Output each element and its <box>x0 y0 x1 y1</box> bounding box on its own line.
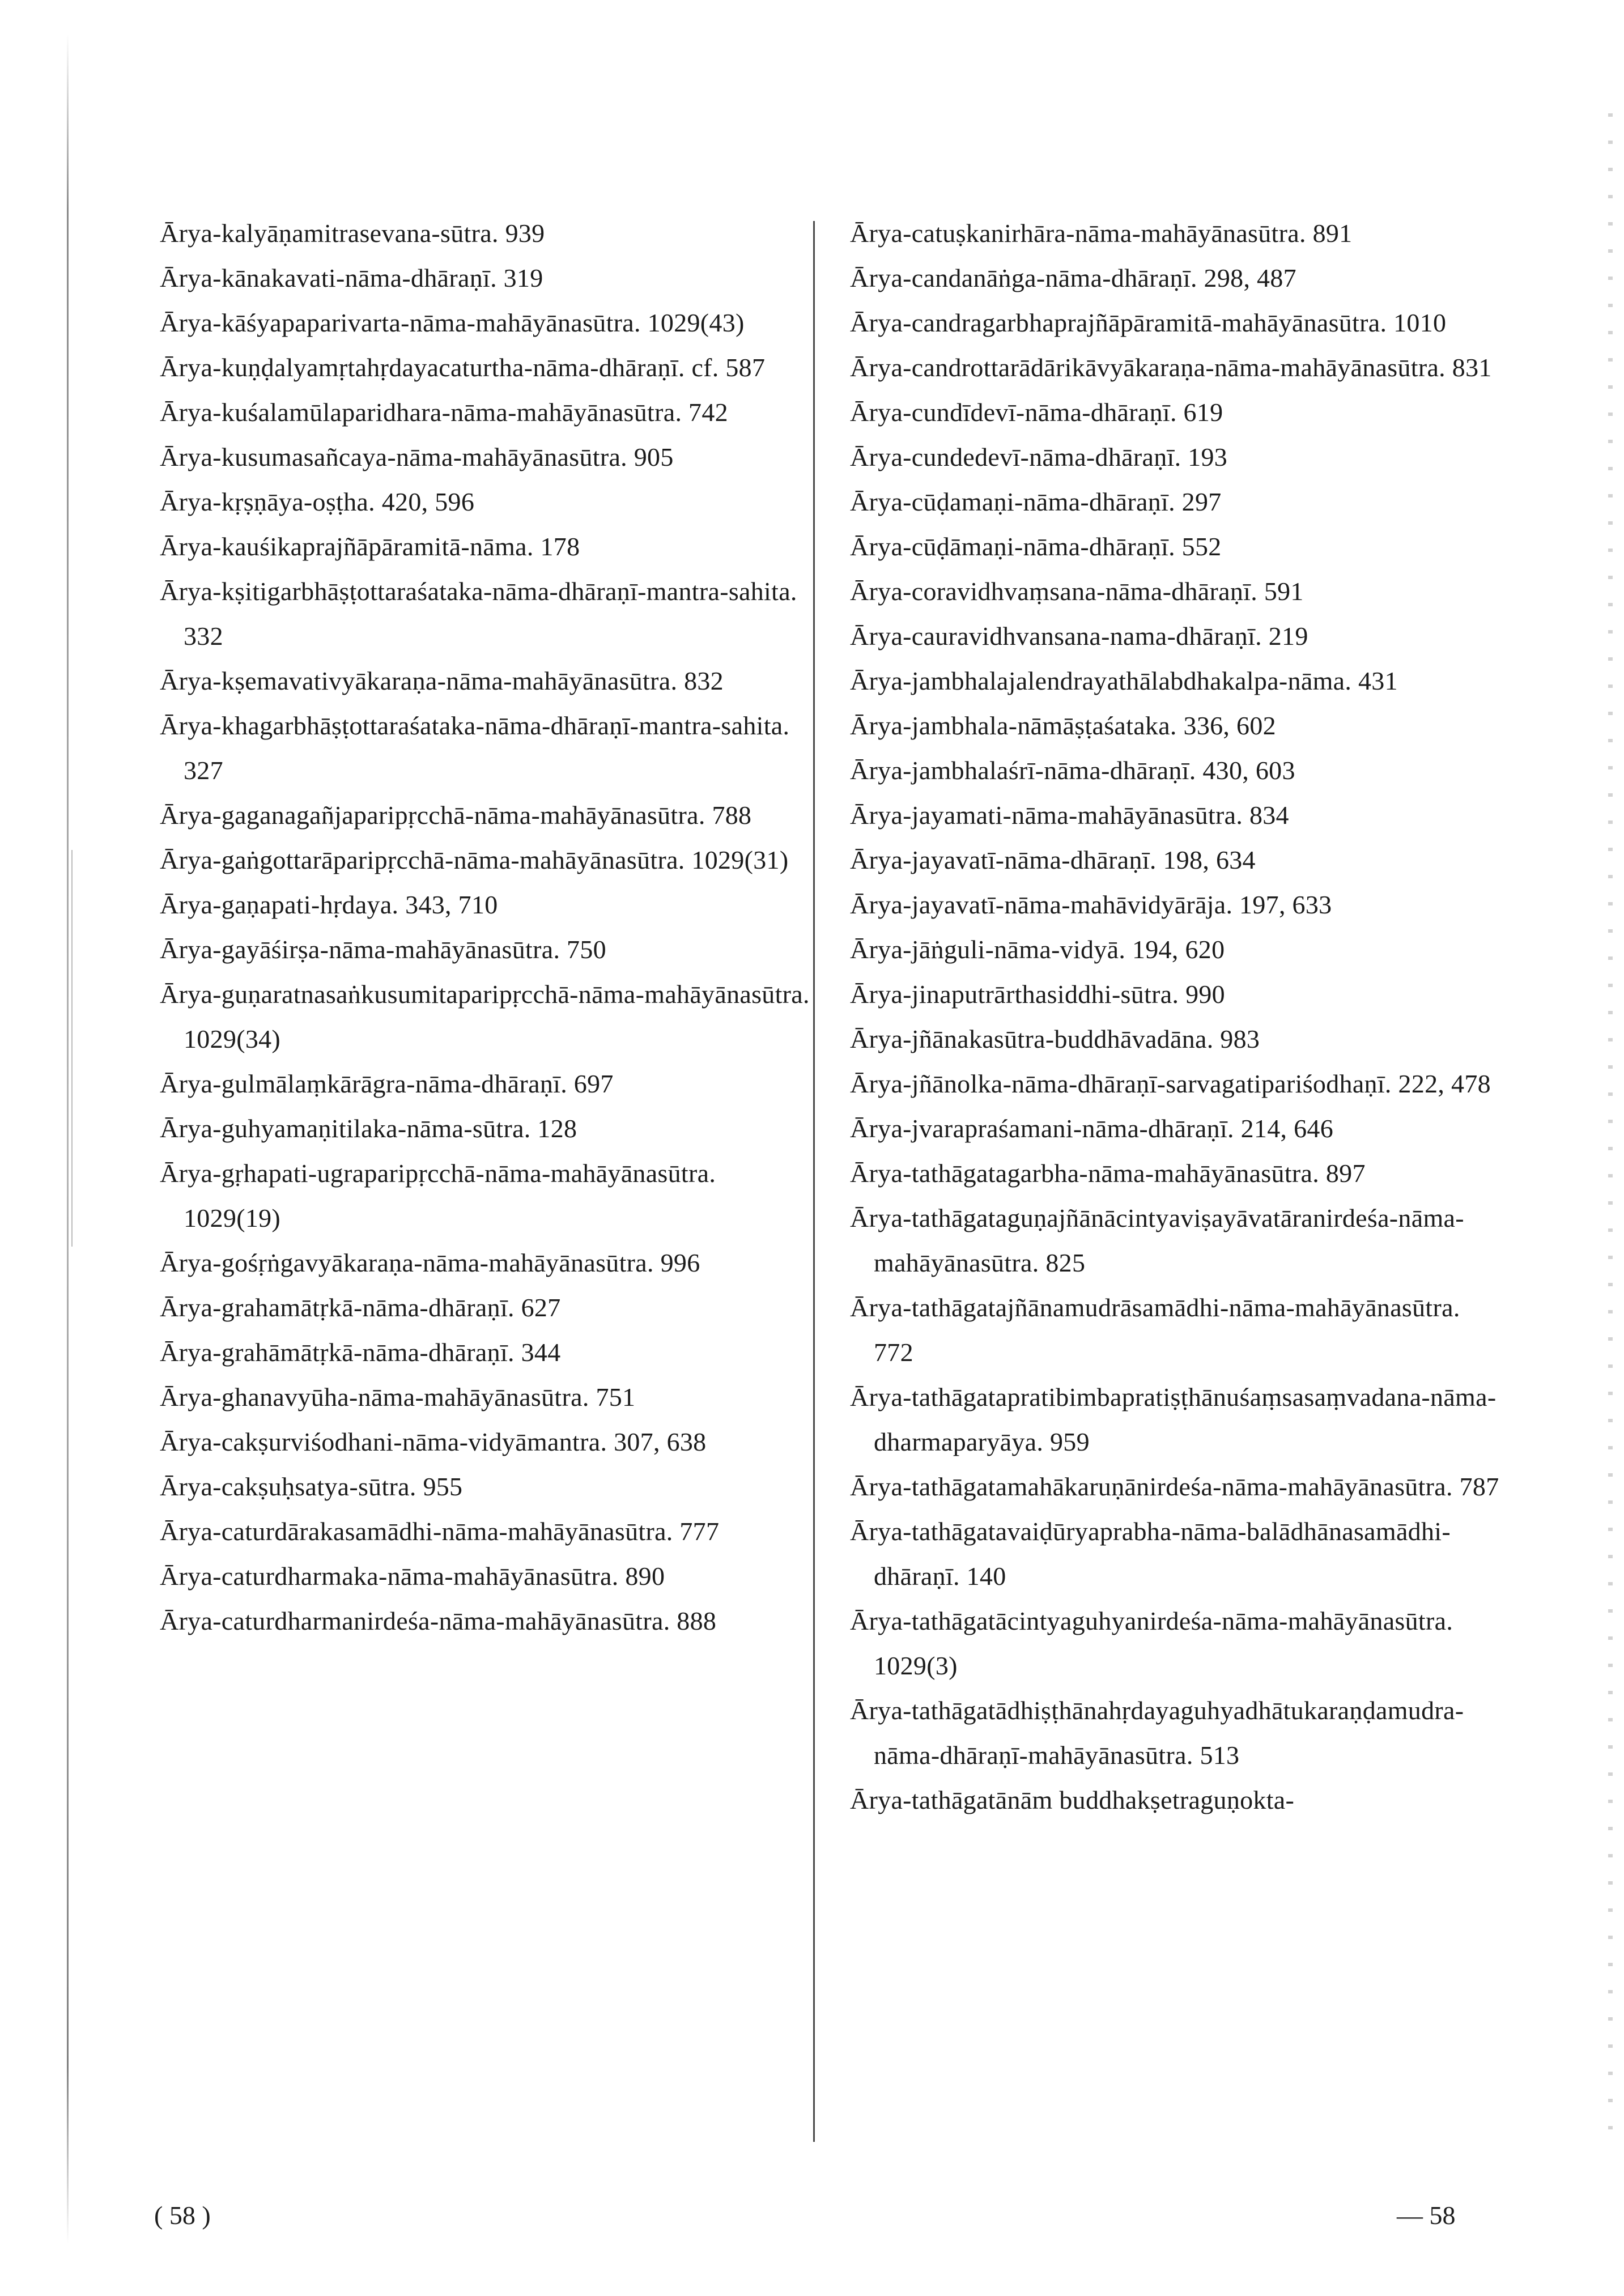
index-entry: Ārya-grahamātṛkā-nāma-dhāraṇī. 627 <box>160 1293 561 1322</box>
column-divider <box>813 221 815 2142</box>
index-entry: Ārya-kṣitigarbhāṣṭottaraśataka-nāma-dhāraṇī-mantra-sahita. 332 <box>160 577 797 650</box>
index-entry: Ārya-jayavatī-nāma-dhāraṇī. 198, 634 <box>850 845 1256 874</box>
index-entry: Ārya-jvarapraśamani-nāma-dhāraṇī. 214, 646 <box>850 1114 1334 1143</box>
index-entry: Ārya-cauravidhvansana-nama-dhāraṇī. 219 <box>850 622 1308 650</box>
index-entry: Ārya-jāṅguli-nāma-vidyā. 194, 620 <box>850 935 1225 964</box>
index-entry: Ārya-ghanavyūha-nāma-mahāyānasūtra. 751 <box>160 1383 636 1411</box>
index-entry: Ārya-grahāmātṛkā-nāma-dhāraṇī. 344 <box>160 1338 561 1367</box>
index-entry: Ārya-cakṣurviśodhani-nāma-vidyāmantra. 307, 638 <box>160 1427 707 1456</box>
index-entry: Ārya-kṣemavativyākaraṇa-nāma-mahāyānasūtra. 832 <box>160 666 724 695</box>
index-entry: Ārya-kuśalamūlaparidhara-nāma-mahāyānasūtra. 742 <box>160 398 728 427</box>
index-entry: Ārya-jayamati-nāma-mahāyānasūtra. 834 <box>850 801 1289 830</box>
index-entry: Ārya-kalyāṇamitrasevana-sūtra. 939 <box>160 219 545 248</box>
index-entry: Ārya-tathāgatagarbha-nāma-mahāyānasūtra. 897 <box>850 1159 1366 1188</box>
index-entry: Ārya-tathāgataguṇajñānācintyaviṣayāvatāranirdeśa-nāma-mahāyānasūtra. 825 <box>850 1204 1464 1277</box>
index-entry: Ārya-candragarbhaprajñāpāramitā-mahāyānasūtra. 1010 <box>850 308 1447 337</box>
index-entry: Ārya-gṛhapati-ugraparipṛcchā-nāma-mahāyānasūtra. 1029(19) <box>160 1159 716 1232</box>
index-entry: Ārya-tathāgatādhiṣṭhānahṛdayaguhyadhātukaraṇḍamudra-nāma-dhāraṇī-mahāyānasūtra. 513 <box>850 1696 1464 1770</box>
binding-edge-shadow <box>71 850 73 1247</box>
index-entry: Ārya-candanāṅga-nāma-dhāraṇī. 298, 487 <box>850 263 1296 292</box>
index-entry: Ārya-khagarbhāṣṭottaraśataka-nāma-dhāraṇī-mantra-sahita. 327 <box>160 711 790 785</box>
index-entry: Ārya-guṇaratnasaṅkusumitaparipṛcchā-nāma-mahāyānasūtra. 1029(34) <box>160 980 810 1053</box>
index-entry: Ārya-caturdārakasamādhi-nāma-mahāyānasūtra. 777 <box>160 1517 720 1546</box>
index-entry: Ārya-jñānakasūtra-buddhāvadāna. 983 <box>850 1024 1260 1053</box>
scan-edge-noise <box>1608 113 1613 2153</box>
index-entry: Ārya-cūḍāmaṇi-nāma-dhāraṇī. 552 <box>850 532 1222 561</box>
binding-edge-line <box>67 34 69 2244</box>
index-entry: Ārya-gaṅgottarāparipṛcchā-nāma-mahāyānasūtra. 1029(31) <box>160 845 789 874</box>
index-entry: Ārya-tathāgatānām buddhakṣetraguṇokta- <box>850 1785 1295 1814</box>
index-entry: Ārya-tathāgatamahākaruṇānirdeśa-nāma-mahāyānasūtra. 787 <box>850 1472 1499 1501</box>
index-entry: Ārya-jambhalaśrī-nāma-dhāraṇī. 430, 603 <box>850 756 1295 785</box>
index-entry: Ārya-cundīdevī-nāma-dhāraṇī. 619 <box>850 398 1223 427</box>
index-entry: Ārya-candrottarādārikāvyākaraṇa-nāma-mahāyānasūtra. 831 <box>850 353 1492 382</box>
index-entry: Ārya-tathāgatapratibimbapratiṣṭhānuśaṃsasaṃvadana-nāma-dharmaparyāya. 959 <box>850 1383 1497 1456</box>
index-entry: Ārya-tathāgatavaiḍūryaprabha-nāma-balādhānasamādhi-dhāraṇī. 140 <box>850 1517 1451 1591</box>
index-entry: Ārya-kauśikaprajñāpāramitā-nāma. 178 <box>160 532 580 561</box>
index-entry: Ārya-tathāgatajñānamudrāsamādhi-nāma-mahāyānasūtra. 772 <box>850 1293 1460 1367</box>
index-entry: Ārya-jinaputrārthasiddhi-sūtra. 990 <box>850 980 1225 1009</box>
index-entry: Ārya-catuṣkanirhāra-nāma-mahāyānasūtra. 891 <box>850 219 1353 248</box>
index-entry: Ārya-gośṛṅgavyākaraṇa-nāma-mahāyānasūtra. 996 <box>160 1248 700 1277</box>
index-entry: Ārya-jambhala-nāmāṣṭaśataka. 336, 602 <box>850 711 1276 740</box>
index-entry: Ārya-jambhalajalendrayathālabdhakalpa-nāma. 431 <box>850 666 1398 695</box>
right-index-column <box>850 211 1502 1822</box>
index-entry: Ārya-kuṇḍalyamṛtahṛdayacaturtha-nāma-dhāraṇī. cf. 587 <box>160 353 766 382</box>
index-entry: Ārya-tathāgatācintyaguhyanirdeśa-nāma-mahāyānasūtra. 1029(3) <box>850 1606 1453 1680</box>
index-entry: Ārya-jñānolka-nāma-dhāraṇī-sarvagatipariśodhaṇī. 222, 478 <box>850 1069 1491 1098</box>
index-entry: Ārya-gayāśirṣa-nāma-mahāyānasūtra. 750 <box>160 935 606 964</box>
left-page-number: ( 58 ) <box>154 2201 211 2230</box>
index-entry: Ārya-caturdharmaka-nāma-mahāyānasūtra. 890 <box>160 1562 665 1591</box>
index-entry: Ārya-guhyamaṇitilaka-nāma-sūtra. 128 <box>160 1114 577 1143</box>
index-entry: Ārya-gulmālaṃkārāgra-nāma-dhāraṇī. 697 <box>160 1069 614 1098</box>
index-entry: Ārya-kusumasañcaya-nāma-mahāyānasūtra. 905 <box>160 443 674 471</box>
index-entry: Ārya-gaṇapati-hṛdaya. 343, 710 <box>160 890 498 919</box>
index-entry: Ārya-cundedevī-nāma-dhāraṇī. 193 <box>850 443 1228 471</box>
index-entry: Ārya-gaganagañjaparipṛcchā-nāma-mahāyānasūtra. 788 <box>160 801 752 830</box>
index-entry: Ārya-cūḍamaṇi-nāma-dhāraṇī. 297 <box>850 487 1222 516</box>
index-entry: Ārya-cakṣuḥsatya-sūtra. 955 <box>160 1472 463 1501</box>
index-entry: Ārya-jayavatī-nāma-mahāvidyārāja. 197, 633 <box>850 890 1332 919</box>
index-entry: Ārya-kānakavati-nāma-dhāraṇī. 319 <box>160 263 543 292</box>
index-entry: Ārya-kāśyapaparivarta-nāma-mahāyānasūtra. 1029(43) <box>160 308 745 337</box>
left-index-column <box>160 211 811 1643</box>
index-entry: Ārya-coravidhvaṃsana-nāma-dhāraṇī. 591 <box>850 577 1304 606</box>
right-page-number: — 58 <box>1397 2201 1456 2230</box>
index-entry: Ārya-kṛṣṇāya-oṣṭha. 420, 596 <box>160 487 475 516</box>
index-entry: Ārya-caturdharmanirdeśa-nāma-mahāyānasūtra. 888 <box>160 1606 717 1635</box>
